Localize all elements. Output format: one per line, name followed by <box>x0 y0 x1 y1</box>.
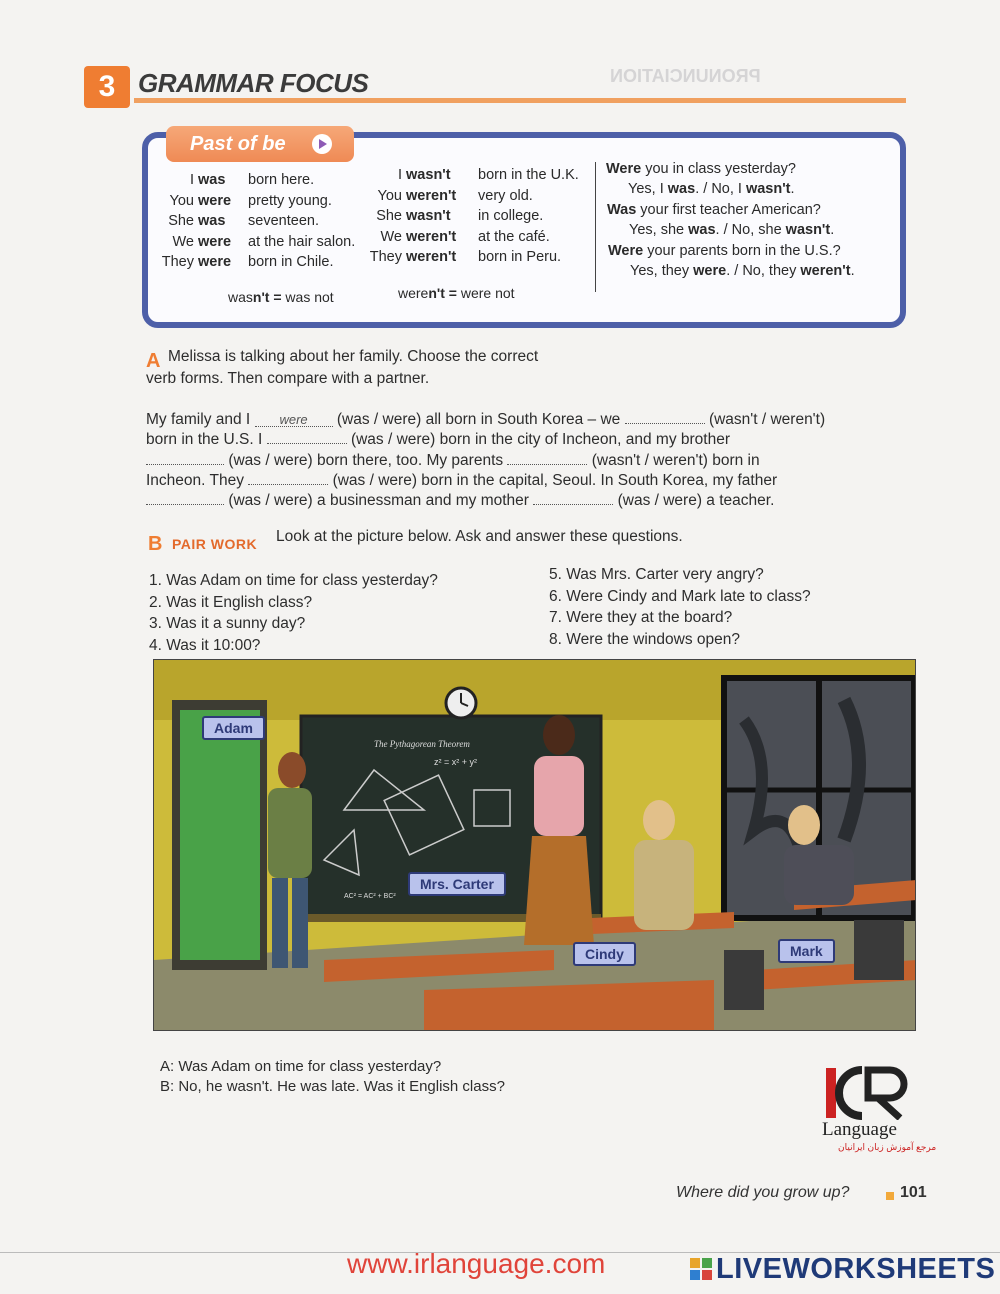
questions-left <box>149 570 438 656</box>
answer-blank-2[interactable] <box>625 409 705 424</box>
mark-figure <box>788 805 820 845</box>
title-rule <box>134 98 906 103</box>
affirmative-row: You were pretty young. <box>169 192 332 209</box>
exercise-a-line-5: (was / were) a businessman and my mother (was / were) a teacher. <box>146 490 774 510</box>
question-3: Were your parents born in the U.S.? <box>608 243 841 259</box>
logo-wordmark: Language <box>822 1119 897 1140</box>
label-mrs-carter: Mrs. Carter <box>408 872 506 896</box>
affirmative-row: We were at the hair salon. <box>172 233 356 250</box>
questions-right <box>549 564 811 650</box>
board-title: The Pythagorean Theorem <box>374 739 470 749</box>
answer-blank-5[interactable] <box>507 450 587 465</box>
logo-subtitle: مرجع آموزش زبان ایرانیان <box>838 1142 937 1152</box>
exercise-a-line-1: My family and I were (was / were) all born in South Korea – we (wasn't / weren't) <box>146 411 826 428</box>
section-title: GRAMMAR FOCUS <box>138 68 369 98</box>
adam-figure <box>278 752 306 788</box>
footer-bullet <box>886 1192 894 1200</box>
answer-blank-3[interactable] <box>267 429 347 444</box>
play-audio-icon[interactable] <box>312 134 332 154</box>
board-equation: z² = x² + y² <box>434 757 478 767</box>
label-mark: Mark <box>778 939 835 963</box>
contraction-werent: weren't = were not <box>398 285 515 301</box>
question-2: Was your first teacher American? <box>607 202 821 218</box>
negative-row: We weren't at the café. <box>380 228 550 245</box>
exercise-a-line-2: born in the U.S. I (was / were) born in the city of Incheon, and my brother <box>146 431 731 448</box>
bleed-through-text: PRONUNCIATION <box>610 66 761 86</box>
answer-blank-8[interactable] <box>533 490 613 505</box>
answer-1: Yes, I was. / No, I wasn't. <box>628 181 795 197</box>
page-number: 101 <box>900 1184 927 1201</box>
site-url-link[interactable]: www.irlanguage.com <box>347 1248 606 1279</box>
answer-blank-6[interactable] <box>248 470 328 485</box>
exercise-a-line-4: Incheon. They (was / were) born in the capital, Seoul. In South Korea, my father <box>146 472 778 489</box>
irlanguage-logo-icon <box>822 1062 914 1120</box>
exercise-b-instruction: Look at the picture below. Ask and answer these questions. <box>276 528 683 545</box>
grammar-tab-label: Past of be <box>190 133 286 155</box>
board-equation-2: AC² = AC² + BC² <box>344 893 396 900</box>
negative-row: She wasn't in college. <box>376 208 544 224</box>
question-item: 4. Was it 10:00? <box>149 636 261 654</box>
exercise-a-letter: A <box>146 350 161 372</box>
question-item: 1. Was Adam on time for class yesterday? <box>149 572 438 589</box>
label-adam: Adam <box>202 716 265 740</box>
classroom-illustration <box>153 659 916 1031</box>
question-item: 3. Was it a sunny day? <box>149 615 306 632</box>
affirmative-row: I was born here. <box>189 172 315 188</box>
negative-row: They weren't born in Peru. <box>369 249 562 265</box>
liveworksheets-logo[interactable]: LIVEWORKSHEETS <box>716 1253 996 1285</box>
dialogue-b: B: No, he wasn't. He was late. Was it English class? <box>160 1078 505 1095</box>
grammar-divider <box>595 162 596 292</box>
section-number: 3 <box>84 66 130 108</box>
exercise-a-instruction-2: verb forms. Then compare with a partner. <box>146 370 430 387</box>
exercise-b-letter: B <box>148 533 163 555</box>
mrs-carter-figure <box>543 715 575 755</box>
grammar-tab <box>166 126 354 162</box>
negative-row: I wasn't born in the U.K. <box>397 167 579 183</box>
label-cindy: Cindy <box>573 942 636 966</box>
affirmative-row: They were born in Chile. <box>161 254 334 270</box>
dialogue-a: A: Was Adam on time for class yesterday? <box>160 1058 442 1075</box>
answer-blank-1[interactable]: were <box>255 412 333 427</box>
question-item: 8. Were the windows open? <box>549 630 740 648</box>
affirmative-row: She was seventeen. <box>168 213 319 229</box>
question-item: 7. Were they at the board? <box>549 609 733 626</box>
pairwork-label: PAIR WORK <box>172 536 258 552</box>
negative-row: You weren't very old. <box>377 187 533 204</box>
negative-table <box>364 165 579 268</box>
answer-2: Yes, she was. / No, she wasn't. <box>629 222 835 238</box>
exercise-a-instruction: Melissa is talking about her family. Choose the correct <box>168 348 539 365</box>
question-item: 2. Was it English class? <box>149 593 313 611</box>
exercise-a-line-3: (was / were) born there, too. My parents (wasn't / weren't) born in <box>146 450 760 470</box>
contraction-wasnt: wasn't = was not <box>228 289 334 305</box>
cindy-figure <box>643 800 675 840</box>
footer-unit-title: Where did you grow up? <box>676 1184 850 1201</box>
question-item: 5. Was Mrs. Carter very angry? <box>549 566 764 583</box>
liveworksheets-icon <box>690 1258 712 1280</box>
question-1: Were you in class yesterday? <box>606 161 796 177</box>
answer-3: Yes, they were. / No, they weren't. <box>630 263 855 279</box>
classroom-scene <box>154 660 916 1031</box>
question-item: 6. Were Cindy and Mark late to class? <box>549 587 811 605</box>
answer-blank-7[interactable] <box>146 490 224 505</box>
answer-blank-4[interactable] <box>146 450 224 465</box>
affirmative-table <box>160 170 355 273</box>
